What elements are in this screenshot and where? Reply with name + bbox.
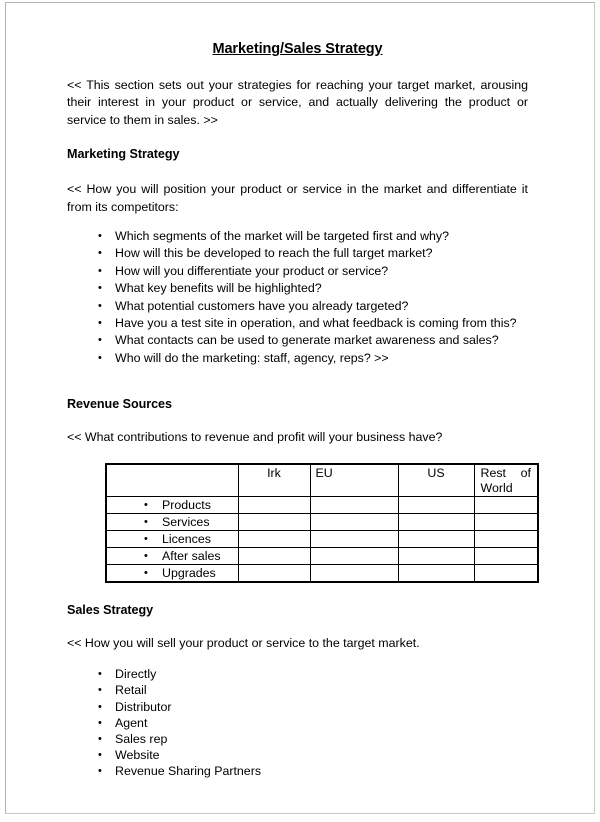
list-item bbox=[67, 228, 528, 245]
list-item bbox=[67, 682, 528, 698]
cell-products-rest-of-world[interactable] bbox=[474, 496, 538, 513]
list-item bbox=[67, 715, 528, 731]
spacer bbox=[67, 583, 528, 603]
table-row bbox=[106, 530, 538, 547]
document-page bbox=[5, 2, 595, 814]
row-label-services: • Services bbox=[106, 513, 238, 530]
sales-lead-paragraph: << How you will sell your product or service to the target market. bbox=[67, 635, 420, 650]
table-row bbox=[106, 513, 538, 530]
cell-licences-rest-of-world[interactable] bbox=[474, 530, 538, 547]
page-title: Marketing/Sales Strategy bbox=[212, 41, 383, 57]
list-item-label: Directly bbox=[115, 667, 157, 682]
row-label-upgrades: • Upgrades bbox=[106, 564, 238, 582]
cell-after-sales-us[interactable] bbox=[398, 547, 474, 564]
list-item bbox=[67, 280, 528, 297]
list-item bbox=[67, 666, 528, 682]
list-item bbox=[67, 332, 528, 349]
list-item-label: Have you a test site in operation, and what feedback is coming from this? bbox=[115, 316, 517, 331]
list-item bbox=[67, 731, 528, 747]
row-label-products: • Products bbox=[106, 496, 238, 513]
cell-upgrades-irk[interactable] bbox=[238, 564, 310, 582]
revenue-table-wrapper bbox=[67, 463, 531, 583]
cell-products-irk[interactable] bbox=[238, 496, 310, 513]
sales-channels-list bbox=[67, 666, 528, 779]
heading-revenue-sources: Revenue Sources bbox=[67, 397, 172, 412]
heading-marketing-strategy: Marketing Strategy bbox=[67, 147, 180, 162]
column-header-irk: Irk bbox=[238, 464, 310, 497]
column-header-us: US bbox=[398, 464, 474, 497]
spacer bbox=[67, 447, 528, 463]
cell-services-rest-of-world[interactable] bbox=[474, 513, 538, 530]
column-header-eu: EU bbox=[310, 464, 398, 497]
list-item-label: Website bbox=[115, 748, 160, 763]
cell-after-sales-irk[interactable] bbox=[238, 547, 310, 564]
list-item-label: Retail bbox=[115, 683, 147, 698]
cell-licences-eu[interactable] bbox=[310, 530, 398, 547]
list-item-label: Distributor bbox=[115, 699, 172, 714]
list-item-label: Revenue Sharing Partners bbox=[115, 764, 262, 779]
cell-services-us[interactable] bbox=[398, 513, 474, 530]
document-content bbox=[67, 41, 531, 780]
column-header-rest-of-world: Rest of World bbox=[474, 464, 538, 497]
spacer bbox=[67, 652, 528, 666]
spacer bbox=[67, 161, 528, 181]
spacer bbox=[67, 216, 528, 228]
list-item bbox=[67, 298, 528, 315]
cell-after-sales-eu[interactable] bbox=[310, 547, 398, 564]
table-header-row bbox=[106, 464, 538, 497]
marketing-lead-paragraph: << How you will position your product or service in the market and differentiate it from its competitors: bbox=[67, 182, 528, 214]
list-item bbox=[67, 699, 528, 715]
cell-licences-us[interactable] bbox=[398, 530, 474, 547]
cell-products-eu[interactable] bbox=[310, 496, 398, 513]
list-item-label: What potential customers have you already targeted? bbox=[115, 298, 409, 313]
intro-paragraph: << This section sets out your strategies for reaching your target market, arousing their interest in your product or service, and actually delivering the product or service to them in sales. >> bbox=[67, 78, 528, 127]
cell-upgrades-rest-of-world[interactable] bbox=[474, 564, 538, 582]
marketing-questions-list bbox=[67, 228, 528, 367]
spacer bbox=[67, 129, 528, 147]
list-item-label: Sales rep bbox=[115, 731, 168, 746]
cell-upgrades-us[interactable] bbox=[398, 564, 474, 582]
list-item bbox=[67, 315, 528, 332]
list-item bbox=[67, 263, 528, 280]
spacer bbox=[67, 367, 528, 397]
list-item-label: Which segments of the market will be targeted first and why? bbox=[115, 229, 450, 244]
list-item bbox=[67, 350, 528, 367]
list-item bbox=[67, 747, 528, 763]
column-header-blank bbox=[106, 464, 238, 497]
table-row bbox=[106, 564, 538, 582]
list-item-label: Agent bbox=[115, 715, 148, 730]
table-row bbox=[106, 547, 538, 564]
table-row bbox=[106, 496, 538, 513]
cell-licences-irk[interactable] bbox=[238, 530, 310, 547]
revenue-lead-paragraph: << What contributions to revenue and profit will your business have? bbox=[67, 430, 443, 445]
spacer bbox=[67, 617, 528, 635]
heading-sales-strategy: Sales Strategy bbox=[67, 602, 154, 617]
cell-services-eu[interactable] bbox=[310, 513, 398, 530]
cell-products-us[interactable] bbox=[398, 496, 474, 513]
row-label-after-sales: • After sales bbox=[106, 547, 238, 564]
list-item-label: How will you differentiate your product or service? bbox=[115, 263, 389, 278]
list-item bbox=[67, 245, 528, 262]
list-item bbox=[67, 763, 528, 779]
list-item-label: What key benefits will be highlighted? bbox=[115, 281, 322, 296]
spacer bbox=[67, 411, 528, 429]
cell-after-sales-rest-of-world[interactable] bbox=[474, 547, 538, 564]
revenue-sources-table bbox=[105, 463, 539, 583]
row-label-licences: • Licences bbox=[106, 530, 238, 547]
cell-services-irk[interactable] bbox=[238, 513, 310, 530]
list-item-label: How will this be developed to reach the full target market? bbox=[115, 246, 433, 261]
list-item-label: What contacts can be used to generate market awareness and sales? bbox=[115, 333, 499, 348]
cell-upgrades-eu[interactable] bbox=[310, 564, 398, 582]
list-item-label: Who will do the marketing: staff, agency, reps? >> bbox=[115, 350, 389, 365]
